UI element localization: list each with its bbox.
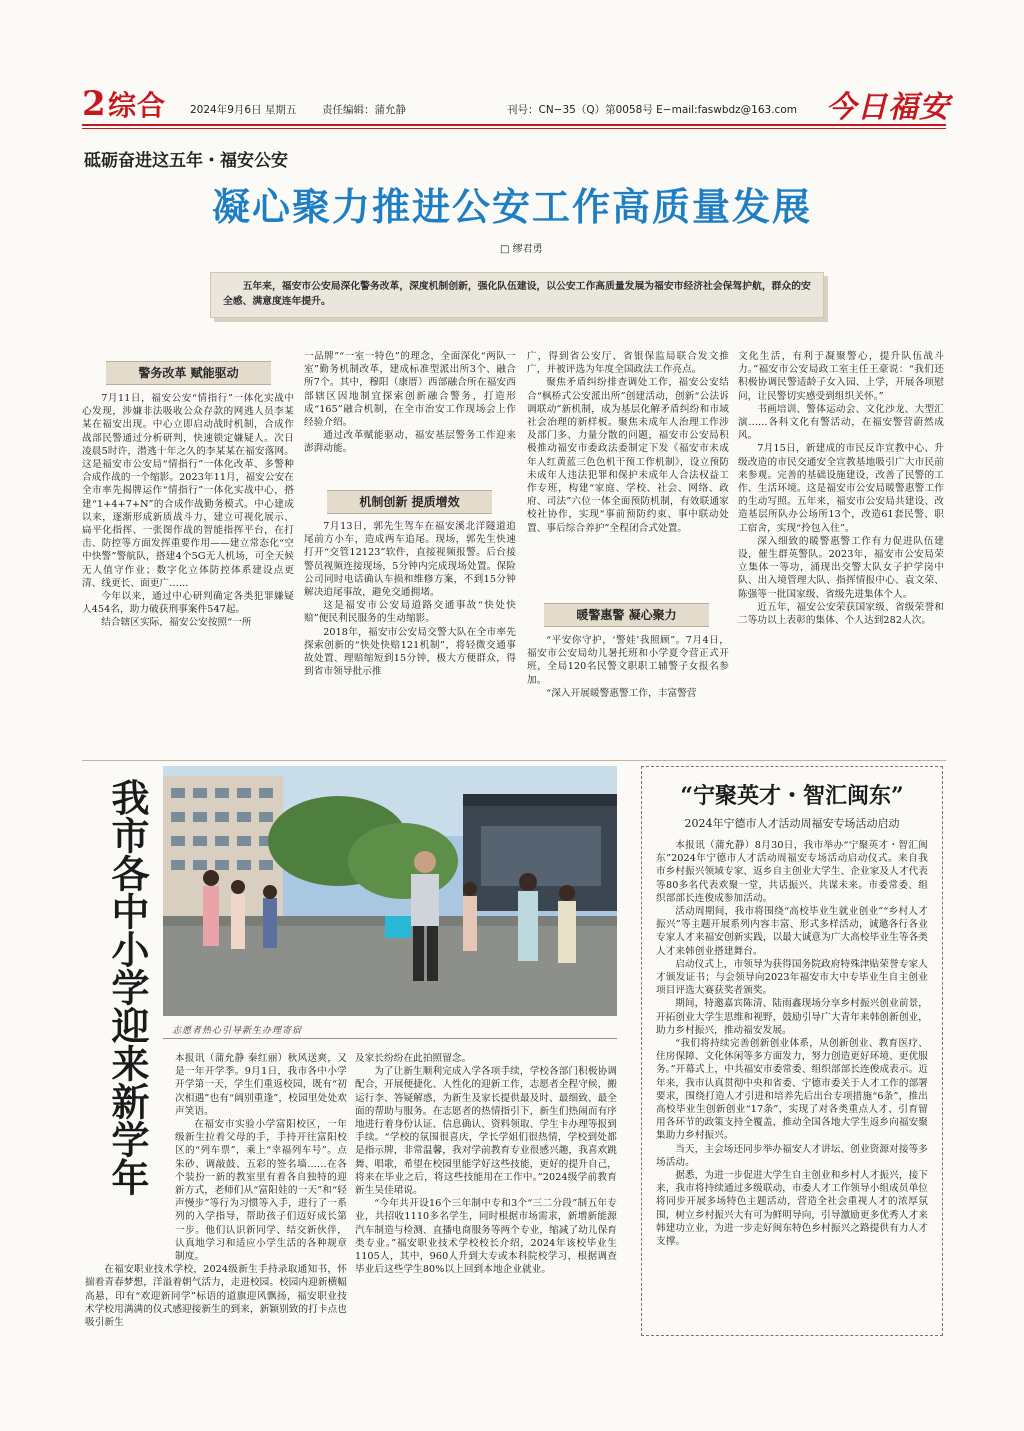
paragraph: 通过改革赋能驱动，福安基层警务工作迎来澎湃动能。	[304, 430, 516, 455]
talent-body	[656, 839, 928, 1248]
paragraph: 书画培训、警体运动会、文化沙龙、大型汇演……各科文化有警活动，在福安警营蔚然成风。	[738, 403, 944, 442]
paragraph: 今年以来，通过中心研判确定各类犯罪嫌疑人454名，助力破获刑事案件547起。	[82, 591, 294, 616]
paragraph: 当天，主会场还同步举办福安人才讲坛、创业资源对接等多场活动。	[656, 1143, 928, 1168]
lead-col4	[738, 350, 944, 627]
talent-headline: “宁聚英才・智汇闽东”	[680, 783, 904, 809]
paragraph: 及家长纷纷在此拍照留念。	[355, 1053, 472, 1064]
paragraph: 在福安市实验小学富阳校区，一年级新生拉着父母的手，手持开往富阳校区的“列车票”，乘上“幸福列车号”。点朱砂、调敲鼓、五彩的签名墙……在各个装扮一新的教室里有着各自独特的迎新方式，老师们从“富阳娃的一天”和“轻声慢步”等行为习惯等入手，进行了一系列的入学指导，帮助孩子们迈好成长第一步。他们认识新同学、结交新伙伴，认真地学习和适应小学生活的各种规章制度。	[175, 1119, 347, 1263]
paragraph: 在福安职业技术学校，2024级新生手持录取通知书，怀揣着青春梦想，洋溢着朝气活力，走进校园。校园内迎新横幅高悬，印有“欢迎新同学”标语的道旗迎风飘扬，福安职业技术学校用满满的仪式感迎接新生的到来，新颖别致的打卡点也吸引新生	[85, 1264, 347, 1329]
paragraph: 广，得到省公安厅、省银保监局联合发文推广，并被评选为年度全国政法工作亮点。	[527, 351, 729, 376]
paragraph: 启动仪式上，市领导为获得国务院政府特殊津贴荣誉专家人才颁发证书；与会领导向2023年福安市大中专毕业生自主创业项目评选大赛获奖者颁奖。	[656, 958, 928, 997]
paragraph: 一品牌”“一室一特色”的理念，全面深化“两队一室”勤务机制改革，建成标准型派出所3个、融合所7个。其中，穆阳（康厝）西部融合所在福安西部辖区因地制宜探索创新融合警务，打造形成“165”融合机制，在全市治安工作现场会上作经验介绍。	[304, 351, 516, 429]
section-heading-reform: 警务改革 赋能驱动	[106, 361, 271, 385]
lead-col3a	[527, 350, 729, 535]
photo-caption: 志愿者热心引导新生办理寄宿	[172, 1026, 303, 1036]
lead-kicker: 砥砺奋进这五年・福安公安	[84, 151, 288, 171]
issue-date: 2024年9月6日 星期五	[190, 104, 297, 116]
paragraph: 7月15日，新建成的市民反诈宣教中心、升级改造的市民交通安全宣教基地吸引广大市民前来参观。完善的基础设施建设，改善了民警的工作、生活环境。这是福安市公安局暖警惠警工作的生动写照。五年来，福安市公安局共建设、改造基层所队办公场所13个，改造61套民警、职工宿舍，实现“拎包入住”。	[738, 443, 944, 534]
editor-credit: 责任编辑：蒲允静	[322, 104, 406, 116]
paragraph: “我们将持续完善创新创业体系，从创新创业、教育医疗、住房保障、文化休闲等多方面发力，努力创造更好环境、更优服务。”开幕式上，中共福安市委常委、组织部部长连俊成表示。近年来，我市认真贯彻中央和省委、宁德市委关于人才工作的部署要求，围绕打造人才引进和培养先后出台专项措施“6条”，推出高校毕业生创新创业“17条”，实现了对各类重点人才、引育留用各环节的政策支持全覆盖，推动全国各地大学生返乡向福安聚集助力乡村振兴。	[656, 1038, 928, 1142]
section-name: 综合	[108, 89, 167, 122]
lead-summary-box	[210, 272, 824, 318]
paragraph: 本报讯（蒲允静）8月30日，我市举办“宁聚英才・智汇闽东”2024年宁德市人才活动周福安专场活动启动仪式。来自我市乡村振兴领域专家、返乡自主创业大学生、企业家及人才代表等80多名代表欢聚一堂，共话振兴、共谋未来。市委常委、组织部部长连俊成参加活动。	[656, 840, 928, 904]
paragraph: 据悉，为进一步促进大学生自主创业和乡村人才振兴，接下来，我市将持续通过多级联动，市委人才工作领导小组成员单位将同步开展多场特色主题活动，营造全社会重视人才的浓厚氛围，树立乡村振兴大有可为鲜明导向，引导激励更多优秀人才来韩建功立业，为进一步走好闽东特色乡村振兴之路提供有力人才支撑。	[656, 1170, 928, 1248]
newspaper-logo: 今日福安	[826, 90, 950, 125]
school-col1	[85, 1052, 347, 1329]
paragraph: “深入开展暖警惠警工作，丰富警营	[546, 687, 697, 699]
lead-col2a	[304, 350, 516, 456]
paragraph: 2018年，福安市公安局交警大队在全市率先探索创新的“快处快赔121机制”，将轻微交通事故处置、理赔缩短到15分钟，极大方便群众，得到省市领导批示推	[304, 626, 516, 678]
talent-article-box	[641, 766, 943, 1336]
lead-headline: 凝心聚力推进公安工作高质量发展	[211, 185, 812, 229]
paragraph: 聚焦矛盾纠纷排查调处工作，福安公安结合“枫桥式公安派出所”创建活动，创新“公法诉调联动”新机制，成为基层化解矛盾纠纷和市域社会治理的新样板。聚焦未成年人治理工作涉及部门多、力量分散的问题，福安市公安局积极推动福安市委政法委制定下发《福安市未成年人红黄蓝三色色机干预工作机制》，设立预防未成年人违法犯罪和保护未成年人合法权益工作专班，构建“家庭、学校、社会、网络、政府、司法”六位一体全面预防机制，有效联通家校社协作，实现“事前预防约束、事中联动处置、事后综合养护”全程闭合式处置。	[527, 377, 729, 534]
lead-summary: 五年来，福安市公安局深化警务改革，深度机制创新，强化队伍建设，以公安工作高质量发展为福安市经济社会保驾护航，群众的安全感、满意度连年提升。	[223, 281, 811, 307]
paragraph: 本报讯（蒲允静 秦红丽）秋风送爽，又是一年开学季。9月1日，我市各中小学开学第一天，学生们重返校园，既有“初次相遇”也有“阔别重逢”，校园里处处欢声笑语。	[175, 1053, 347, 1117]
masthead	[0, 0, 1024, 135]
page-number: 2	[82, 84, 106, 124]
paragraph: 7月11日，福安公安“情指行”一体化实战中心发现，涉嫌非法吸收公众存款的网逃人员李某某在福安出现。中心立即启动战时机制，合成作战部民警通过分析研判，快速锁定嫌疑人。次日凌晨5时许，潜逃十年之久的李某某在福安落网。这是福安市公安局“情指行”一体化改革、多警种合成作战的一个缩影。2023年11月，福安公安在全市率先揭牌运作“情指行”一体化实战中心，搭建“1+4+7+N”的合成作战勤务模式。中心建成以来，逐渐形成新质战斗力，建立可视化展示、扁平化指挥、一张图作战的智能指挥平台，在打击、防控等方面发挥重要作用——建立常态化“空中快警”警航队，搭建4个5G无人机场，可全天候无人值守作业；数字化立体防控体系建设点更清、线更长、面更广……	[82, 393, 294, 589]
paragraph: 7月13日，郭先生驾车在福安溪北洋隧道追尾前方小车，造成两车追尾。现场，郭先生快速打开“交管12123”软件，直接视频报警。后台接警员视频连接现场，5分钟内完成现场处置。保险公司同时电话确认车损和维修方案，不到15分钟解决追尾事故，避免交通拥堵。	[304, 521, 516, 599]
paragraph: 这是福安市公安局道路交通事故“快处快赔”便民利民服务的生动缩影。	[304, 600, 516, 625]
paragraph: “今年共开设16个三年制中专和3个“三二分段”制五年专业，共招收1110多名学生，同时根据市场需求，新增新能源汽车制造与检测、直播电商服务等两个专业，缩减了幼儿保育类专业。”福安职业技术学校校长介绍，2024年该校毕业生1105人，其中，960人升到大专或本科院校学习，根据调查毕业后这些学生80%以上回到本地企业就业。	[355, 1198, 617, 1276]
talent-subheadline: 2024年宁德市人才活动周福安专场活动启动	[684, 817, 900, 830]
paragraph: “平安你守护，‘警娃’我照顾”。7月4日，福安市公安局幼儿暑托班和小学夏令营正式开班，全局120名民警文职职工辅警子女报名参加。	[527, 635, 729, 686]
lead-col3b	[527, 634, 729, 700]
issn-email: 刊号：CN−35（Q）第0058号 E−mail:faswbdz@163.com	[507, 104, 797, 116]
school-photo	[163, 766, 617, 1016]
masthead-rule	[82, 124, 946, 126]
paragraph: 近五年，福安公安荣获国家级、省级荣誉和二等功以上表彰的集体、个人达到282人次。	[738, 601, 944, 627]
section-heading-mechanism: 机制创新 提质增效	[327, 490, 492, 514]
school-headline: 我市各中小学迎来新学年	[105, 778, 150, 1196]
section-heading-care: 暖警惠警 凝心聚力	[544, 603, 709, 627]
lead-col1	[82, 392, 294, 630]
paragraph: 活动周期间，我市将围绕“高校毕业生就业创业”“乡村人才振兴”等主题开展系列内容丰富、形式多样活动，诚邀各行各业专家人才来福安创新实践，以最大诚意为广大高校毕业生等各类人才来韩创业搭建舞台。	[656, 906, 928, 957]
paragraph: 期间，特邀嘉宾陈清、陆雨鑫现场分享乡村振兴创业前景，开拓创业大学生思维和视野，鼓励引导广大青年来韩创新创业，助力乡村振兴，推动福安发展。	[656, 998, 928, 1036]
lead-col2b	[304, 520, 516, 678]
photo-caption-rule	[163, 1038, 617, 1039]
paragraph: 深入细致的暖警惠警工作有力促进队伍建设，催生群英警队。2023年，福安市公安局荣立集体一等功，涌现出交警大队女子护学岗中队、出入境管理大队、指挥情报中心、袁文荣、陈强等一批国家级、省级先进集体个人。	[738, 535, 944, 600]
school-col2	[355, 1052, 617, 1276]
paragraph: 文化生活，有利于凝聚警心，提升队伍战斗力。”福安市公安局政工室主任王豪说：“我们还积极协调民警适龄子女入园、上学，开展各项慰问，让民警切实感受到组织关怀。”	[738, 351, 944, 402]
masthead-rule-thin	[82, 128, 946, 129]
lead-byline: □ 缪君勇	[500, 244, 543, 255]
paragraph: 为了让新生顺利完成入学各项手续，学校各部门积极协调配合，开展便捷化、人性化的迎新工作，志愿者全程守候，搬运行李、答疑解惑，为新生及家长提供最及时、最细致、最全面的帮助与服务。在志愿者的热情指引下，新生们热闹而有序地进行着身份认证、信息确认、资料领取、学生卡办理等报到手续。“学校的氛围很喜庆，学长学姐们很热情，学校到处都是指示牌，非常温馨，我对学前教育专业很感兴趣，我喜欢跳舞、唱歌，希望在校园里能学好这些技能，更好的提升自己，将来在毕业之后，将这些技能用在工作中。”2024级学前教育新生吴佳珺说。	[355, 1066, 617, 1197]
section-divider	[82, 760, 946, 761]
school-photo-image	[163, 766, 617, 1016]
paragraph: 结合辖区实际，福安公安按照“一所	[101, 617, 252, 629]
